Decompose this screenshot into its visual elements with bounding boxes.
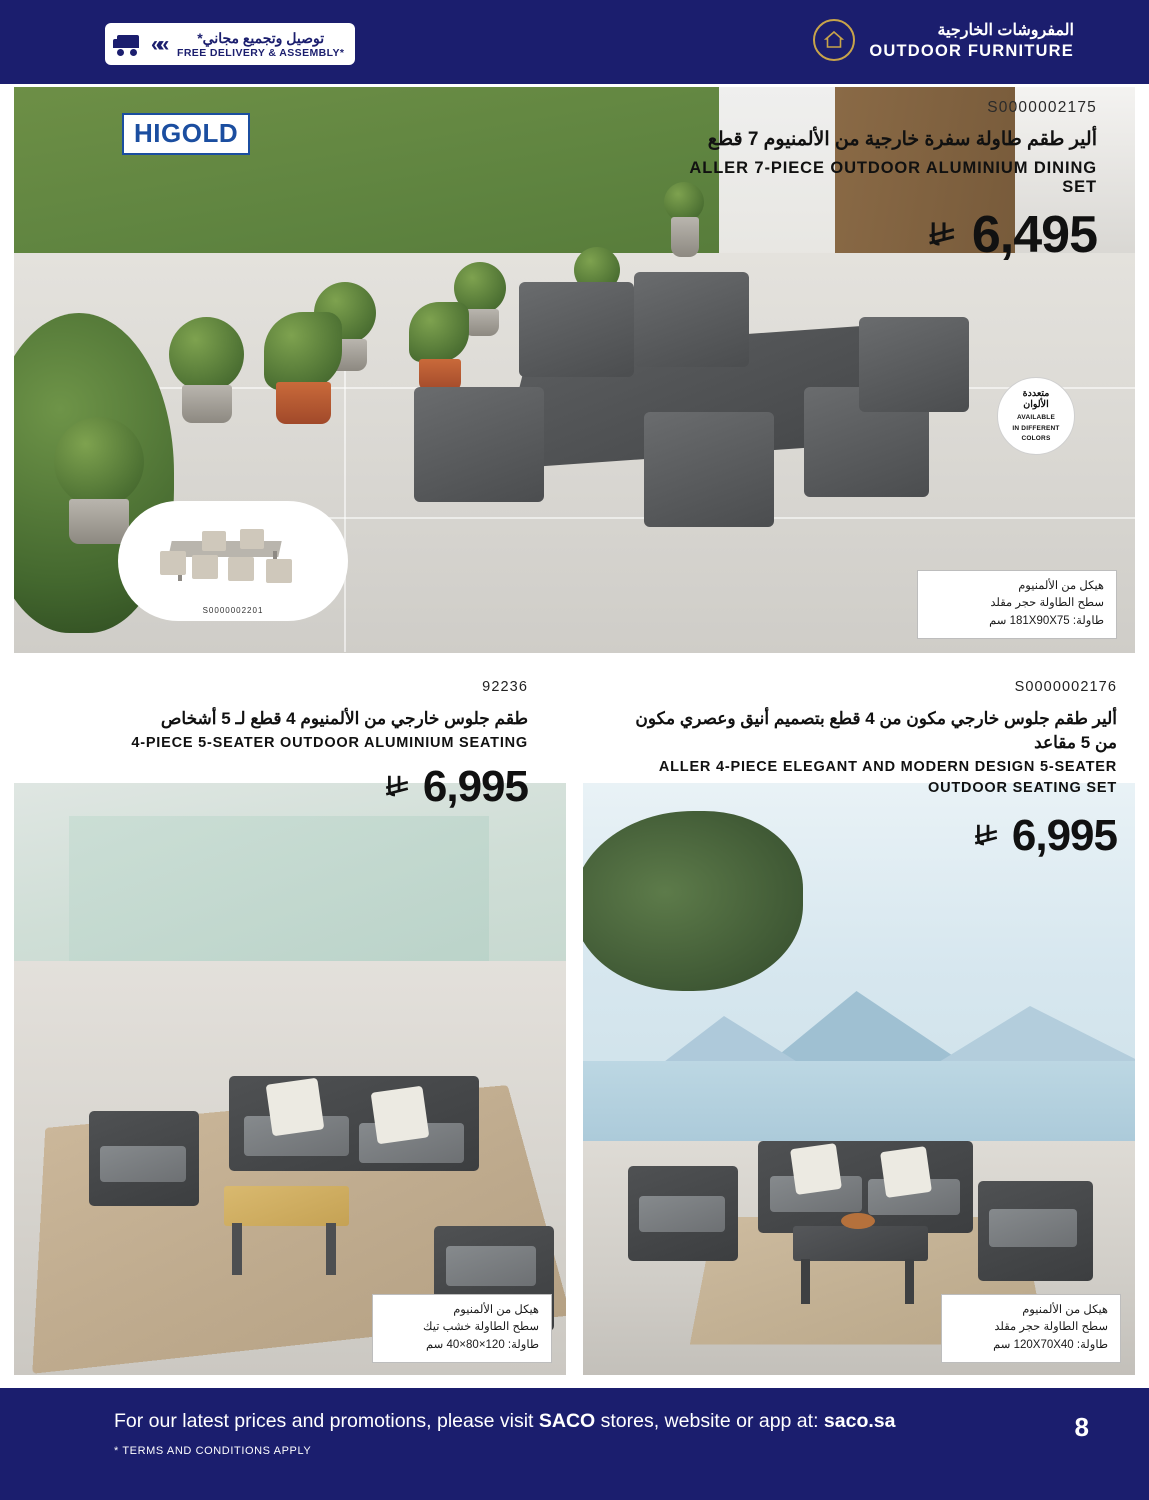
product-price: 6,995 (1011, 811, 1117, 860)
category-title-arabic: المفروشات الخارجية (937, 21, 1074, 39)
outdoor-furniture-icon (813, 19, 855, 61)
footer-message (114, 1410, 895, 1433)
product-title-english: ALLER 4-PIECE ELEGANT AND MODERN DESIGN 5-SEATER OUTDOOR SEATING SET (658, 759, 1117, 797)
pillow-image (880, 1146, 932, 1198)
footer-website[interactable]: saco.sa (823, 1410, 896, 1432)
alternate-thumbnail-sku: S0000002201 (202, 606, 264, 615)
coffee-table-image (793, 1226, 928, 1261)
chair-image (414, 387, 544, 502)
decor-bowl (841, 1213, 875, 1229)
product-sku: S0000002176 (1014, 679, 1117, 695)
color-badge-en1: AVAILABLE (1016, 414, 1056, 422)
color-badge-en3: COLORS (1021, 435, 1051, 443)
product-card-right[interactable] (583, 661, 1135, 1375)
tree-image (583, 811, 803, 991)
available-colors-badge (997, 377, 1075, 455)
chair-image (859, 317, 969, 412)
spec-line: هيكل من الألمنيوم (1018, 579, 1104, 592)
product-sku: S0000002175 (987, 99, 1097, 116)
page-content (0, 84, 1149, 1388)
chair-image (634, 272, 749, 367)
product-title-english: ALLER 7-PIECE OUTDOOR ALUMINIUM DINING SET (689, 158, 1097, 196)
color-badge-ar1: متعددة (1022, 388, 1050, 400)
footer-terms: * TERMS AND CONDITIONS APPLY (114, 1445, 312, 1457)
color-badge-en2: IN DIFFERENT (1012, 424, 1060, 432)
product-title-arabic: طقم جلوس خارجي من الألمنيوم 4 قطع لـ 5 أشخاص (160, 709, 528, 728)
delivery-label-english: FREE DELIVERY & ASSEMBLY* (177, 46, 345, 59)
product-card-hero[interactable] (14, 87, 1135, 653)
page-header (0, 0, 1149, 84)
page-number: 8 (1074, 1412, 1089, 1442)
brand-logo-higold (122, 113, 250, 155)
spec-line: سطح الطاولة حجر مقلد (994, 1321, 1108, 1334)
delivery-truck-icon (113, 31, 149, 57)
spec-line: سطح الطاولة حجر مقلد (990, 597, 1104, 610)
brand-logo-part2: GOLD (161, 118, 239, 148)
footer-message-part1: For our latest prices and promotions, please visit (114, 1410, 539, 1432)
hero-product-info (675, 99, 1135, 264)
product-title-arabic: ألير طقم جلوس خارجي مكون من 4 قطع بتصميم أنيق وعصري مكون من 5 مقاعد (635, 709, 1117, 752)
product-title-english: 4-PIECE 5-SEATER OUTDOOR ALUMINIUM SEATING (131, 735, 528, 751)
spec-line: هيكل من الألمنيوم (453, 1303, 539, 1316)
specs-box-hero (917, 570, 1117, 639)
chair-image (644, 412, 774, 527)
spec-line: طاولة: 181X90X75 سم (989, 615, 1104, 628)
alternate-color-thumbnail[interactable] (118, 501, 348, 621)
specs-box-right (941, 1294, 1121, 1363)
coffee-table-image (224, 1186, 349, 1226)
pillow-image (371, 1086, 430, 1145)
delivery-label-arabic: توصيل وتجميع مجاني* (197, 29, 325, 46)
product-price-row (383, 762, 528, 811)
product-price-row (675, 205, 1097, 264)
spec-line: طاولة: 120X70X40 سم (993, 1339, 1108, 1352)
chair-image (519, 282, 634, 377)
riyal-currency-icon (926, 216, 962, 254)
riyal-currency-icon (972, 819, 1004, 853)
riyal-currency-icon (383, 770, 415, 804)
product-price: 6,995 (422, 762, 528, 811)
spec-line: طاولة: 120×80×40 سم (426, 1339, 539, 1352)
product-price-row (972, 811, 1117, 860)
product-price: 6,495 (971, 205, 1097, 264)
footer-message-part2: stores, website or app at: (595, 1410, 824, 1432)
color-badge-ar2: الألوان (1023, 399, 1049, 411)
free-delivery-badge (105, 23, 355, 65)
product-card-left[interactable] (14, 661, 566, 1375)
pillow-image (790, 1143, 842, 1195)
double-chevron-icon: «« (151, 32, 165, 56)
footer-brand: SACO (538, 1410, 596, 1432)
specs-box-left (372, 1294, 552, 1363)
product-sku: 92236 (482, 679, 528, 695)
product-title-arabic: ألير طقم طاولة سفرة خارجية من الألمنيوم 7 قطع (707, 129, 1097, 150)
category-title-english: OUTDOOR FURNITURE (869, 41, 1074, 60)
page-footer (0, 1388, 1149, 1500)
pillow-image (266, 1078, 325, 1137)
spec-line: هيكل من الألمنيوم (1022, 1303, 1108, 1316)
spec-line: سطح الطاولة خشب تيك (423, 1321, 539, 1334)
category-header (813, 19, 1074, 61)
brand-logo-part1: HI (134, 118, 161, 148)
